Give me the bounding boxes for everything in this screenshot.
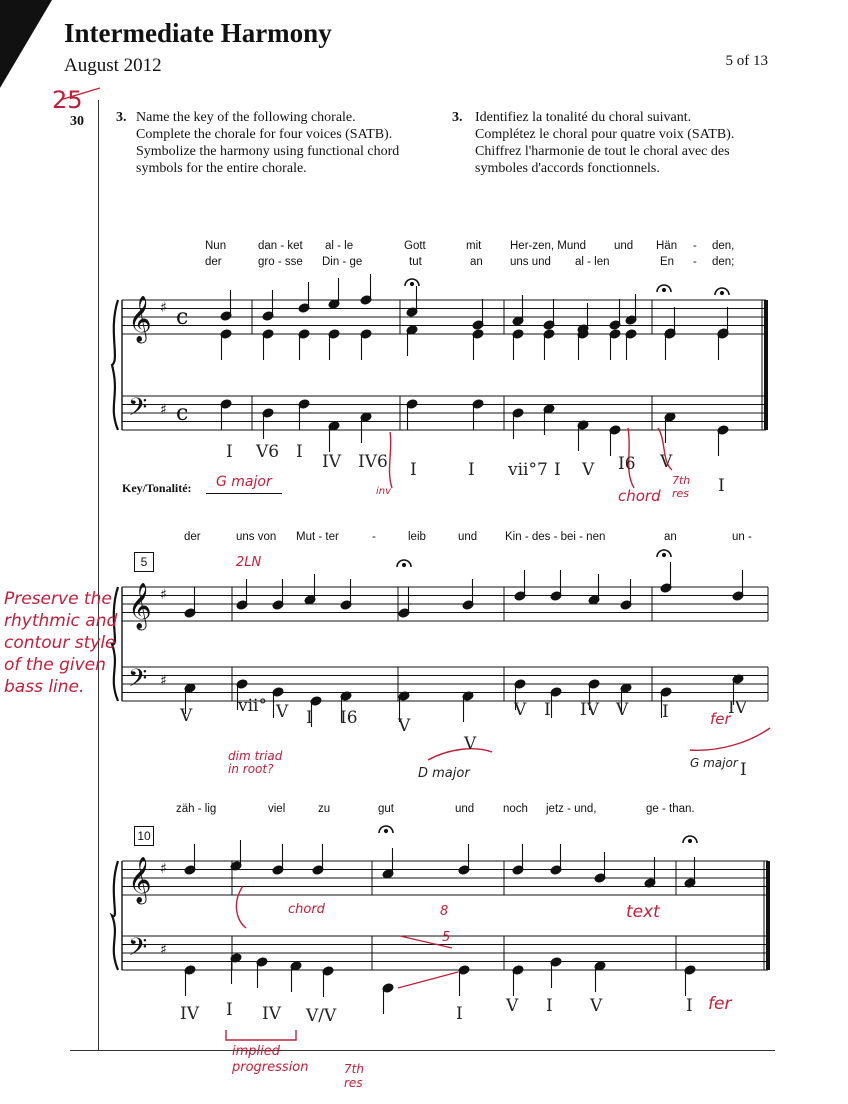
fermata-dot	[720, 291, 723, 294]
roman-numeral: I	[296, 442, 303, 462]
lyric: al - len	[575, 256, 610, 268]
lyric: En	[660, 256, 675, 268]
lyric: Kin - des - bei - nen	[505, 531, 606, 543]
roman-numeral: I	[740, 760, 747, 780]
red-note-fer: fer	[710, 710, 731, 728]
lyric: zu	[318, 803, 331, 815]
lyric: ge - than.	[646, 803, 695, 815]
roman-numeral: IV	[322, 452, 341, 472]
roman-numeral: V	[660, 452, 673, 472]
lyric: tut	[409, 256, 422, 268]
lyric: jetz - und,	[546, 803, 597, 815]
lyric: -	[693, 240, 697, 252]
key-signature-sharp: ♯	[160, 673, 167, 689]
roman-numeral: V	[464, 734, 477, 754]
note-g-major: G major	[690, 756, 738, 770]
roman-numeral: I6	[340, 708, 358, 728]
key-signature-sharp: ♯	[160, 300, 167, 316]
lyric: Hän	[656, 240, 678, 252]
lyric: mit	[466, 240, 482, 252]
roman-numeral: I	[226, 1000, 233, 1020]
lyric: an	[664, 531, 677, 543]
lyric: Din - ge	[322, 256, 363, 268]
roman-numeral: I	[662, 702, 669, 722]
red-note-dim-triad: dim triad in root?	[228, 749, 283, 776]
treble-clef: 𝄞	[128, 583, 152, 629]
red-note-2ln: 2LN	[236, 555, 262, 570]
page-title: Intermediate Harmony	[64, 18, 332, 48]
lyric: -	[372, 531, 376, 543]
system-brace	[112, 300, 118, 430]
question-number-fr: 3.	[452, 110, 463, 125]
roman-numeral: I	[544, 700, 551, 720]
lyric: Her-zen, Mund	[510, 240, 587, 252]
roman-numeral: IV	[728, 698, 747, 718]
roman-numeral: IV6	[358, 452, 388, 472]
time-signature: c	[176, 401, 189, 426]
fermata-dot	[688, 839, 691, 842]
lyric: al - le	[325, 240, 354, 252]
key-signature-sharp: ♯	[160, 587, 167, 603]
red-note-chord: chord	[618, 487, 661, 505]
fermata-dot	[402, 563, 405, 566]
red-note-7th-res-2: 7th res	[344, 1062, 364, 1090]
roman-numeral: I	[718, 476, 725, 496]
roman-numeral: I	[686, 996, 693, 1016]
key-answer: G major	[216, 474, 272, 490]
treble-clef: 𝄞	[128, 857, 152, 903]
roman-numeral: I	[546, 996, 553, 1016]
roman-numeral: V	[398, 716, 411, 736]
roman-numeral: V	[180, 706, 193, 726]
roman-numeral: vii°7	[508, 460, 548, 480]
key-signature-sharp: ♯	[160, 402, 167, 418]
score-max: 30	[70, 114, 84, 129]
red-note-inv: inv	[376, 486, 392, 497]
fermata-dot	[662, 288, 665, 291]
question-number-en: 3.	[116, 110, 127, 125]
bass-clef: 𝄢	[128, 933, 148, 968]
lyric: an	[470, 256, 483, 268]
roman-numeral: V	[514, 700, 527, 720]
key-signature-sharp: ♯	[160, 861, 167, 877]
roman-numeral: V	[582, 460, 595, 480]
lyric: dan - ket	[258, 240, 303, 252]
note-d-major: D major	[418, 766, 470, 781]
lyric: Nun	[205, 240, 227, 252]
lyric: und	[455, 803, 475, 815]
roman-numeral: V	[616, 700, 629, 720]
lyric: gut	[378, 803, 394, 815]
bass-clef: 𝄢	[128, 664, 148, 699]
score-awarded: 25	[52, 86, 83, 114]
red-note-chord-2: chord	[288, 902, 325, 917]
red-note-fer-2: fer	[708, 994, 732, 1014]
roman-numeral: I6	[618, 454, 636, 474]
red-note-implied-progression: implied progression	[232, 1044, 309, 1075]
lyric: zäh - lig	[176, 803, 217, 815]
roman-numeral: I	[226, 442, 233, 462]
question-text-en: Name the key of the following chorale. Complete the chorale for four voices (SATB). Symbolize the harmony using functional chord symbols for the entire chorale.	[136, 110, 400, 176]
roman-numeral: IV	[180, 1004, 199, 1024]
measure-number: 5	[134, 552, 154, 572]
treble-clef: 𝄞	[128, 296, 152, 342]
roman-numeral: V6	[256, 442, 280, 462]
lyric: uns und	[510, 256, 551, 268]
question-text-fr: Identifiez la tonalité du choral suivant. Complétez le choral pour quatre voix (SATB). Chiffrez l'harmonie de tout le choral avec des symboles d'accords fonctionnels.	[475, 110, 735, 176]
page-number: 5 of 13	[725, 53, 768, 69]
key-label: Key/Tonalité:	[122, 481, 192, 495]
roman-numeral: V	[590, 996, 603, 1016]
red-note-text: text	[626, 902, 660, 922]
lyric: der	[184, 531, 201, 543]
fermata-dot	[410, 282, 413, 285]
lyric: Gott	[404, 240, 426, 252]
lyric: Mut - ter	[296, 531, 339, 543]
roman-numeral: V	[506, 996, 519, 1016]
roman-numeral: I	[554, 460, 561, 480]
roman-numeral: I	[456, 1004, 463, 1024]
bass-clef: 𝄢	[128, 393, 148, 428]
lyric: uns von	[236, 531, 277, 543]
roman-numeral: I	[306, 708, 313, 728]
lyric: gro - sse	[258, 256, 303, 268]
roman-numeral: V	[276, 702, 289, 722]
key-signature-sharp: ♯	[160, 942, 167, 958]
roman-numeral: I	[410, 460, 417, 480]
fermata-dot	[662, 553, 665, 556]
time-signature: c	[176, 305, 189, 330]
roman-numeral: IV	[580, 700, 599, 720]
system-brace	[112, 861, 118, 970]
lyric: der	[205, 256, 222, 268]
roman-numeral: I	[468, 460, 475, 480]
lyric: den;	[712, 256, 735, 268]
side-note: Preserve the rhythmic and contour style of the given bass line.	[4, 589, 118, 697]
roman-numeral: vii°	[238, 696, 267, 716]
lyric: -	[693, 256, 697, 268]
lyric: viel	[268, 803, 286, 815]
lyric: den,	[712, 240, 735, 252]
red-note-8: 8	[440, 904, 449, 919]
red-note-5: 5	[442, 930, 451, 945]
roman-numeral: V/V	[306, 1006, 337, 1026]
lyric: und	[458, 531, 478, 543]
lyric: leib	[408, 531, 426, 543]
lyric: un -	[732, 531, 752, 543]
fermata-dot	[384, 829, 387, 832]
roman-numeral: IV	[262, 1004, 281, 1024]
red-note-7th-res: 7th res	[672, 474, 691, 500]
page-subtitle: August 2012	[64, 55, 162, 76]
lyric: und	[614, 240, 634, 252]
lyric: noch	[503, 803, 528, 815]
measure-number: 10	[134, 826, 154, 846]
